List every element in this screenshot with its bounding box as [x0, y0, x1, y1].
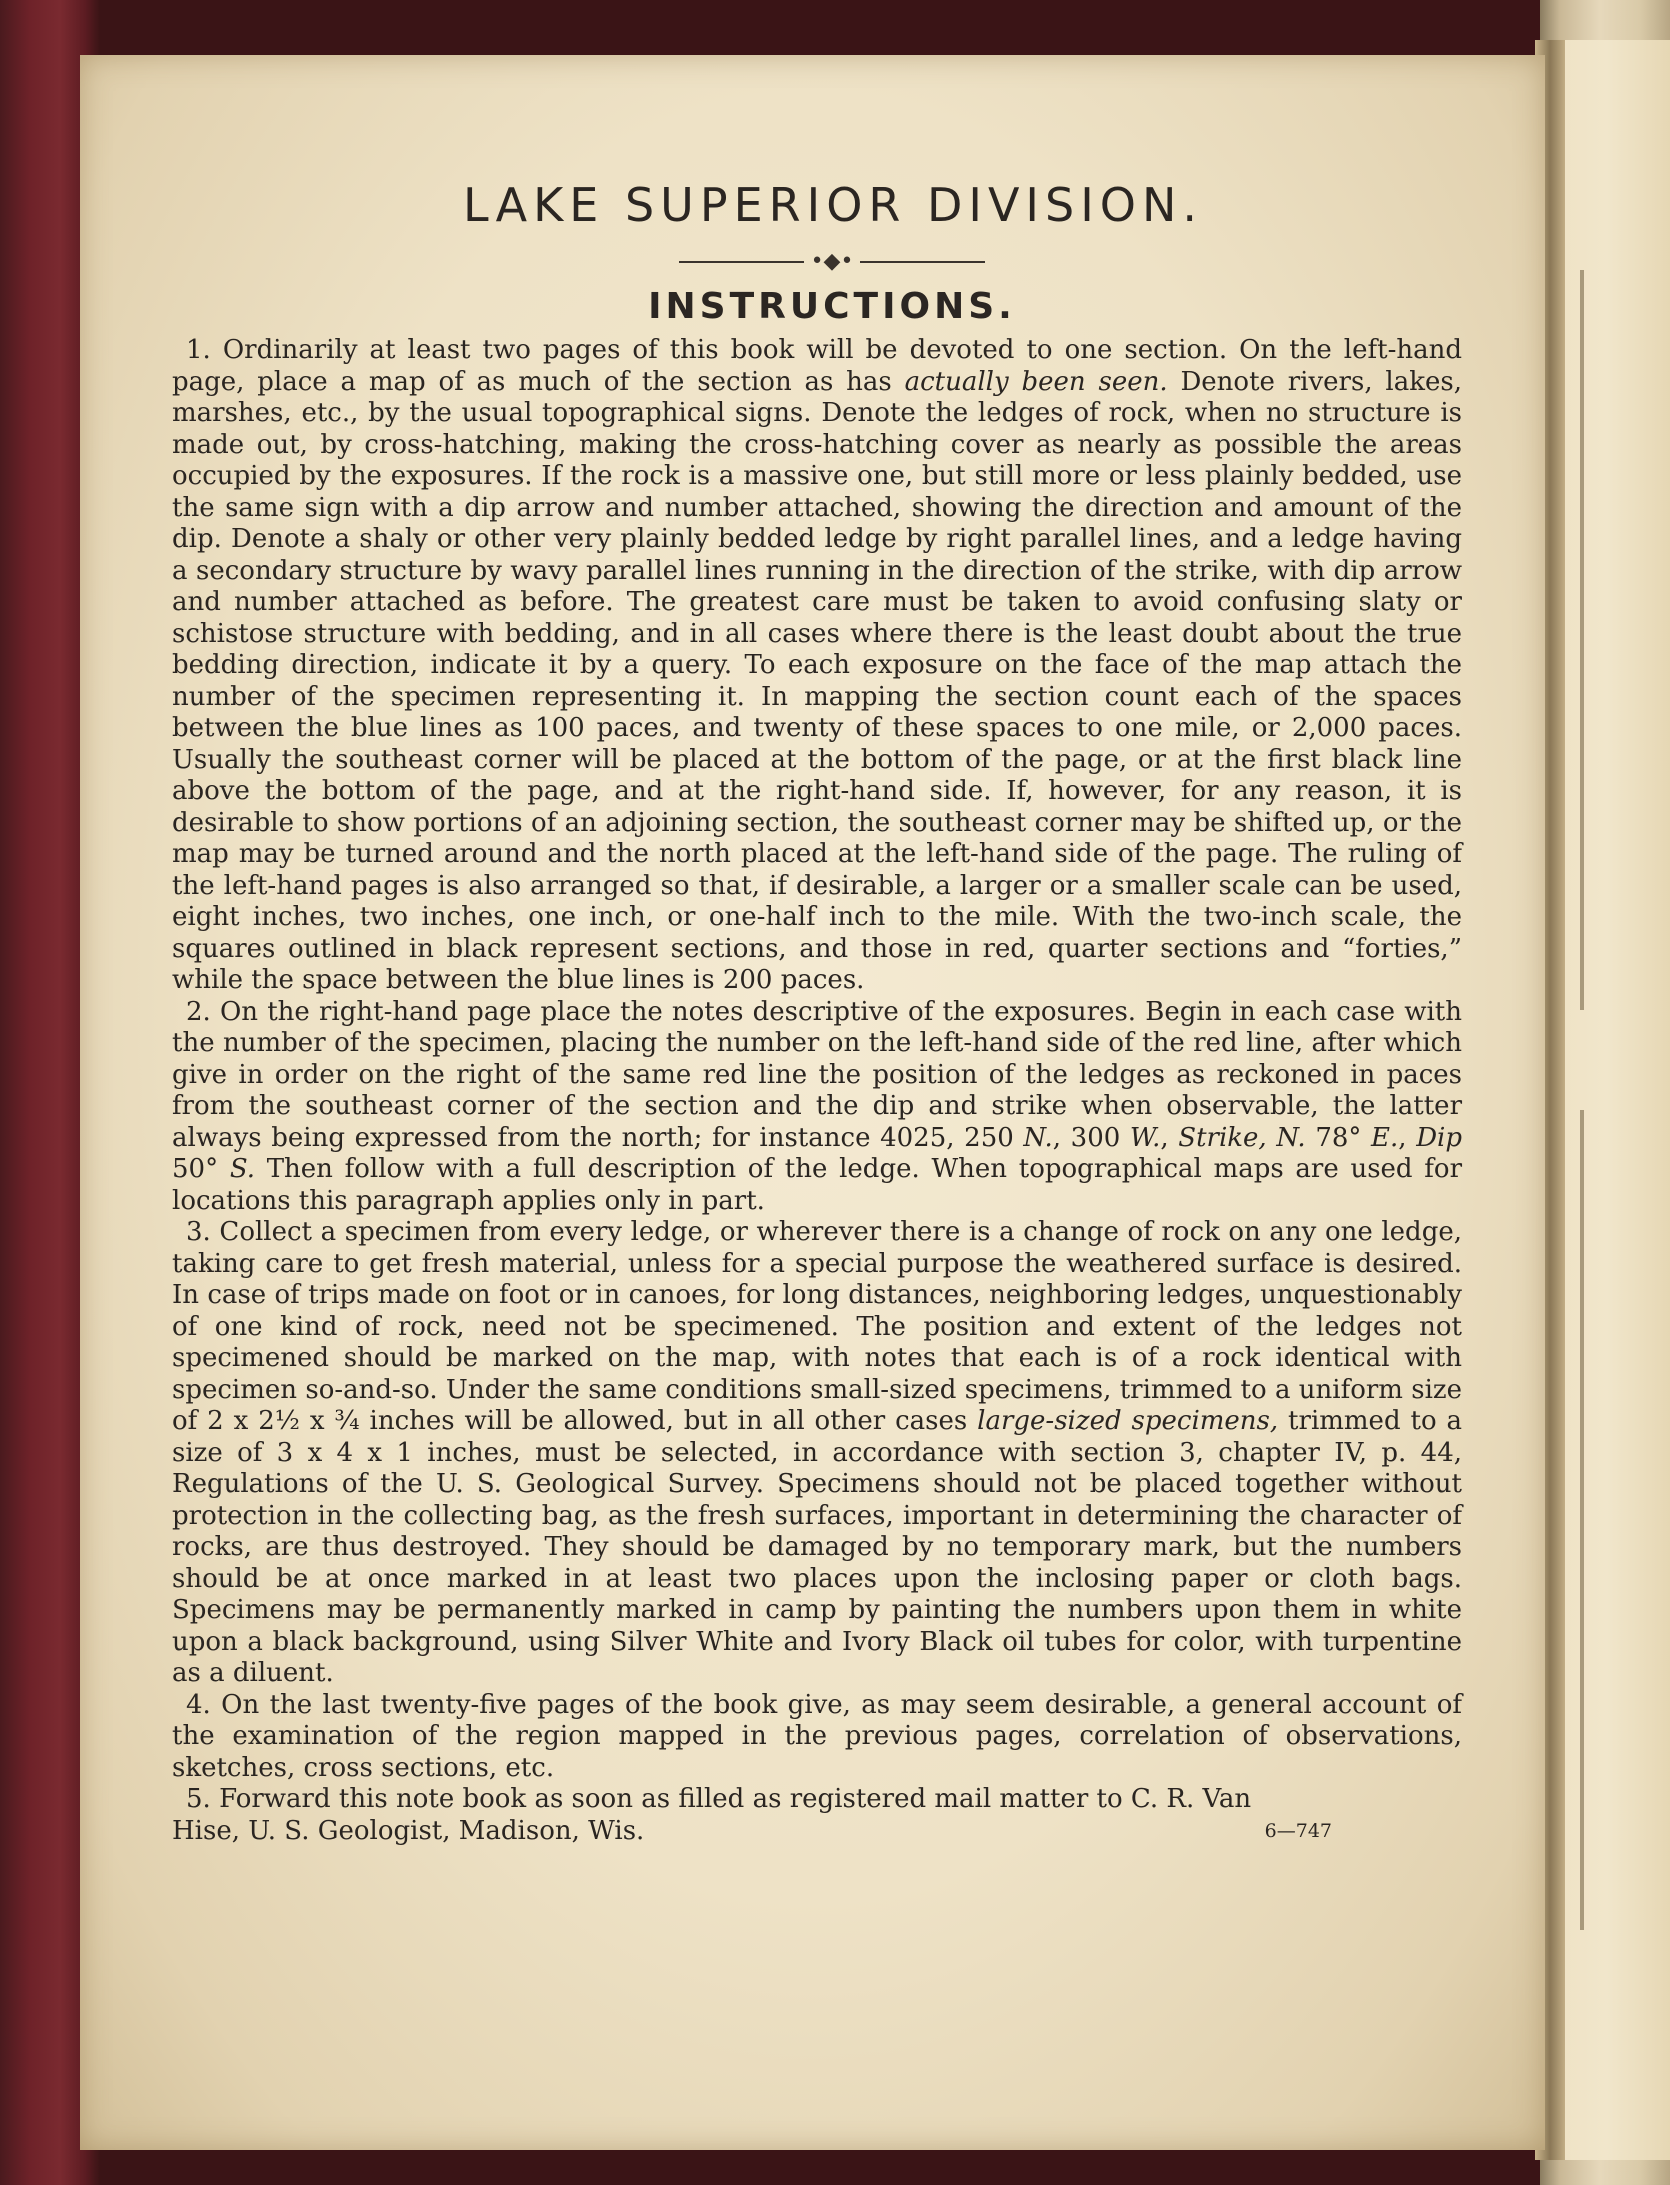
instruction-1: 1. Ordinarily at least two pages of this book will be devoted to one section. On the left-hand page, place a map of as much of the section as has actually been seen. Denote rivers, lakes, marshes, etc., by the usual topographical signs. Denote the ledges of rock, when no structure is made out, by cross-hatching, making the cross-hatching cover as nearly as possible the areas occupied by the exposures. If the rock is a massive one, but still more or less plainly bedded, use the same sign with a dip arrow and number attached, showing the direction and amount of the dip. Denote a shaly or other very plainly bedded ledge by right parallel lines, and a ledge having a secondary structure by wavy parallel lines running in the direction of the strike, with dip arrow and number attached as before. The greatest care must be taken to avoid confusing slaty or schistose structure with bedding, and in all cases where there is the least doubt about the true bedding direction, indicate it by a query. To each exposure on the face of the map attach the number of the specimen representing it. In mapping the section count each of the spaces between the blue lines as 100 paces, and twenty of these spaces to one mile, or 2,000 paces. Usually the southeast corner will be placed at the bottom of the page, or at the first black line above the bottom of the page, and at the right-hand side. If, however, for any reason, it is desirable to show portions of an adjoining section, the southeast corner may be shifted up, or the map may be turned around and the north placed at the left-hand side of the page. The ruling of the left-hand pages is also arranged so that, if desirable, a larger or a smaller scale can be used, eight inches, two inches, one inch, or one-half inch to the mile. With the two-inch scale, the squares outlined in black represent sections, and those in red, quarter sections and “forties,” while the space between the blue lines is 200 paces.: [172, 335, 1462, 995]
ornament-glyph: •◆•: [810, 249, 854, 274]
sewing-thread-upper: [1580, 270, 1584, 1010]
instruction-5-end: [172, 1816, 1462, 1848]
instruction-2: 2. On the right-hand page place the notes descriptive of the exposures. Begin in each case with the number of the specimen, placing the number on the left-hand side of the red line, after which give in order on the right of the same red line the position of the ledges as reckoned in paces from the southeast corner of the section and the dip and strike when observable, the latter always being expressed from the north; for instance 4025, 250 N., 300 W., Strike, N. 78° E., Dip 50° S. Then follow with a full description of the ledge. When topographical maps are used for locations this paragraph applies only in part.: [172, 996, 1463, 1216]
page-title: LAKE SUPERIOR DIVISION.: [462, 178, 1204, 232]
title-ornament: [172, 250, 1462, 274]
instruction-4: 4. On the last twenty-five pages of the book give, as may seem desirable, a general account of the examination of the region mapped in the previous pages, correlation of observations, sketches, cross sections, etc.: [172, 1689, 1462, 1783]
ornament-rule-right: [860, 261, 985, 263]
sewing-thread-lower: [1580, 1110, 1584, 1930]
instruction-5-line2: Hise, U. S. Geologist, Madison, Wis.: [172, 1815, 645, 1846]
print-code: 6—747: [1264, 1819, 1332, 1842]
ornament-rule-left: [679, 261, 804, 263]
instruction-5: 5. Forward this note book as soon as filled as registered mail matter to C. R. Van: [186, 1784, 1252, 1814]
page-content: [172, 150, 1462, 1847]
instruction-3: 3. Collect a specimen from every ledge, or wherever there is a change of rock on any one ledge, taking care to get fresh material, unless for a special purpose the weathered surface is desired. In case of trips made on foot or in canoes, for long distances, neighboring ledges, unquestionably of one kind of rock, need not be specimened. The position and extent of the ledges not specimened should be marked on the map, with notes that each is of a rock identical with specimen so-and-so. Under the same conditions small-sized specimens, trimmed to a uniform size of 2 x 2½ x ¾ inches will be allowed, but in all other cases large-sized specimens, trimmed to a size of 3 x 4 x 1 inches, must be selected, in accordance with section 3, chapter IV, p. 44, Regulations of the U. S. Geological Survey. Specimens should not be placed together without protection in the collecting bag, as the fresh surfaces, important in determining the character of rocks, are thus destroyed. They should be damaged by no temporary mark, but the numbers should be at once marked in at least two places upon the inclosing paper or cloth bags. Specimens may be permanently marked in camp by painting the numbers upon them in white upon a black background, using Silver White and Ivory Black oil tubes for color, with turpentine as a diluent.: [172, 1217, 1463, 1688]
section-heading: INSTRUCTIONS.: [648, 286, 1016, 327]
